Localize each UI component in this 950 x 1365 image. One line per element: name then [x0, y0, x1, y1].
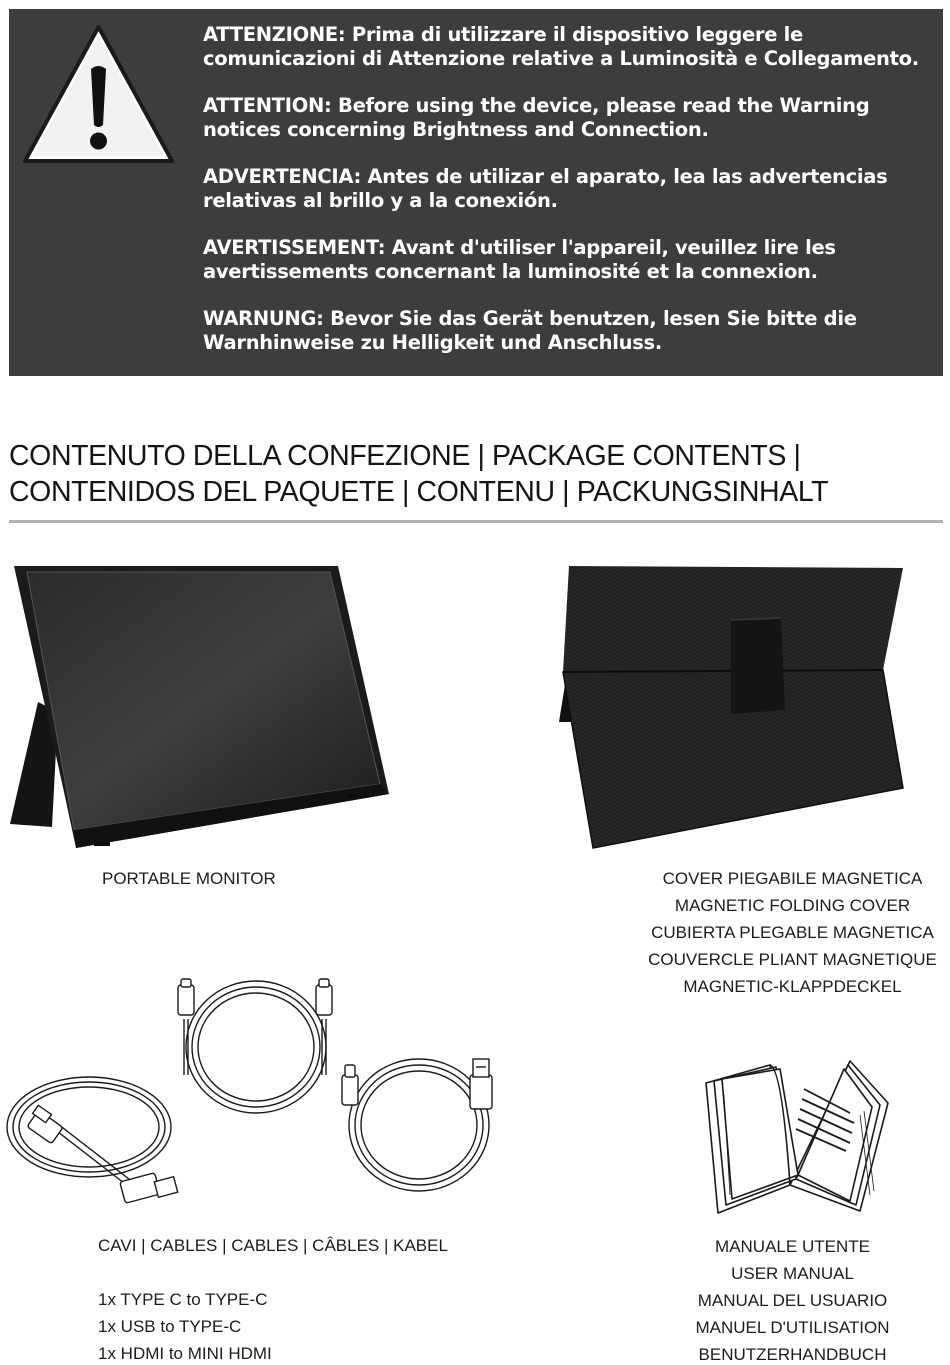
warning-line: avertissements concernant la luminosité et la connexion.	[203, 259, 818, 283]
warning-spanish	[203, 165, 933, 212]
warning-line: ATTENZIONE: Prima di utilizzare il dispositivo leggere le	[203, 23, 803, 46]
manual-labels	[640, 1233, 945, 1365]
cables-list	[98, 1286, 272, 1365]
heading-line: CONTENUTO DELLA CONFEZIONE | PACKAGE CONTENTS |	[9, 440, 801, 472]
monitor-label	[102, 865, 276, 892]
warning-line: ATTENTION: Before using the device, please read the Warning	[203, 94, 870, 117]
warning-french	[203, 236, 933, 283]
warning-line: AVERTISSEMENT: Avant d'utiliser l'appareil, veuillez lire les	[203, 236, 836, 259]
cables-title: CAVI | CABLES | CABLES | CÂBLES | KABEL	[98, 1236, 448, 1255]
cover-label-line: MAGNETIC FOLDING COVER	[674, 896, 911, 915]
warning-line: comunicazioni di Attenzione relative a Luminosità e Collegamento.	[203, 46, 919, 70]
warning-line: WARNUNG: Bevor Sie das Gerät benutzen, lesen Sie bitte die	[203, 307, 857, 330]
cables-illustration	[4, 975, 504, 1220]
warning-banner	[9, 9, 943, 376]
heading-line: CONTENIDOS DEL PAQUETE | CONTENU | PACKUNGSINHALT	[9, 476, 829, 508]
folding-cover-image	[553, 562, 908, 852]
cable-item: 1x HDMI to MINI HDMI	[98, 1344, 272, 1363]
warning-line: Warnhinweise zu Helligkeit und Anschluss.	[203, 330, 662, 354]
cover-label-line: COUVERCLE PLIANT MAGNETIQUE	[648, 950, 937, 969]
warning-line: relativas al brillo y a la conexión.	[203, 188, 558, 212]
user-manual-illustration	[700, 1055, 895, 1215]
cover-label-line: MAGNETIC-KLAPPDECKEL	[683, 977, 902, 996]
manual-label-line: BENUTZERHANDBUCH	[698, 1345, 887, 1364]
manual-label-line: USER MANUAL	[731, 1264, 854, 1283]
cable-item: 1x TYPE C to TYPE-C	[98, 1290, 268, 1309]
monitor-label-text: PORTABLE MONITOR	[102, 869, 276, 888]
warning-triangle-icon	[21, 23, 176, 165]
warning-italian	[203, 23, 933, 70]
cover-label-line: CUBIERTA PLEGABLE MAGNETICA	[651, 923, 934, 942]
warning-line: ADVERTENCIA: Antes de utilizar el aparato, lea las advertencias	[203, 165, 888, 188]
heading-divider	[9, 520, 943, 523]
warning-text	[203, 23, 933, 378]
manual-label-line: MANUEL D'UTILISATION	[695, 1318, 890, 1337]
cover-label-line: COVER PIEGABILE MAGNETICA	[662, 869, 923, 888]
cables-label	[98, 1232, 448, 1259]
package-contents-heading	[9, 438, 943, 510]
warning-english	[203, 94, 933, 141]
cable-item: 1x USB to TYPE-C	[98, 1317, 242, 1336]
warning-line: notices concerning Brightness and Connection.	[203, 117, 709, 141]
warning-german	[203, 307, 933, 354]
cover-labels	[640, 865, 945, 1000]
manual-label-line: MANUALE UTENTE	[715, 1237, 870, 1256]
portable-monitor-image	[8, 562, 393, 852]
manual-label-line: MANUAL DEL USUARIO	[697, 1291, 888, 1310]
